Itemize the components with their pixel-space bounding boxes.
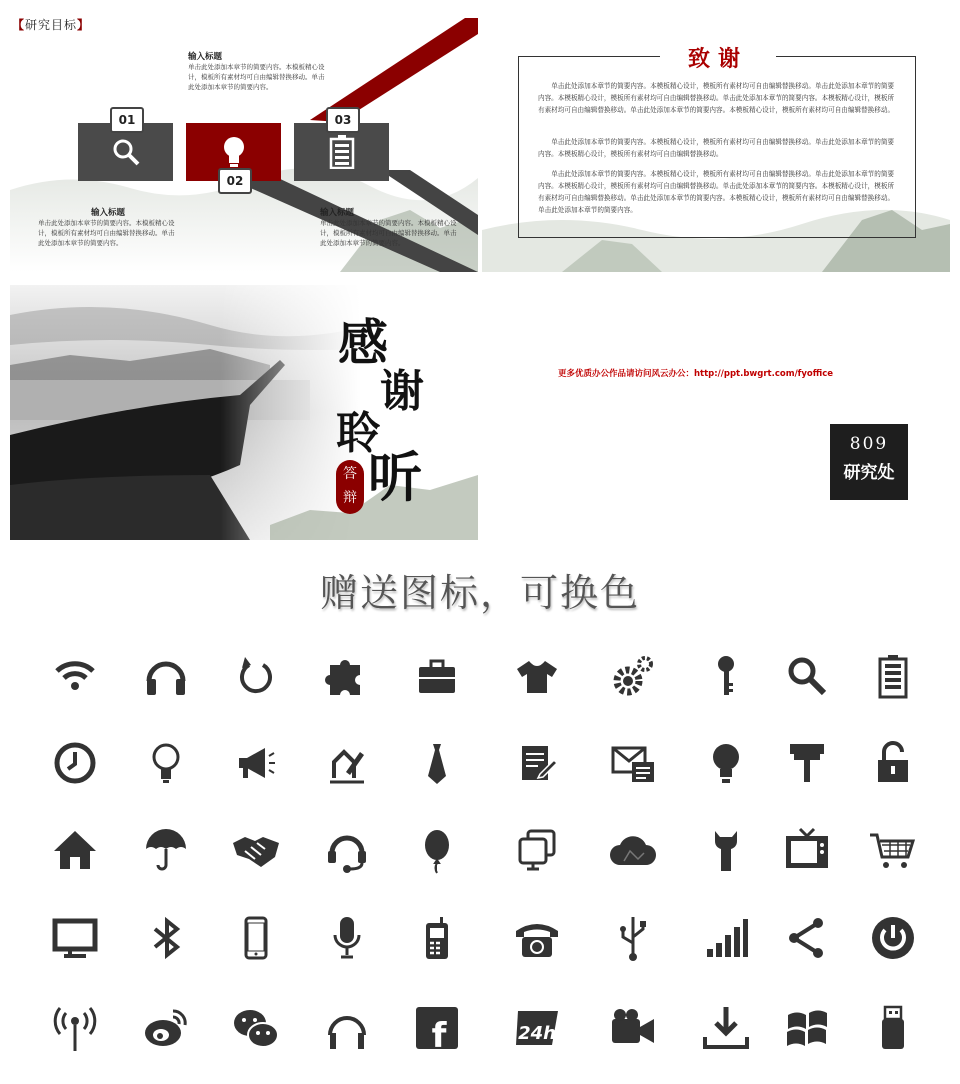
video-camera-icon bbox=[605, 1000, 661, 1056]
left-text-block bbox=[38, 206, 178, 248]
antenna-icon bbox=[47, 1000, 103, 1056]
svg-text:24h: 24h bbox=[518, 1023, 556, 1044]
calligraphy-xie: 谢 bbox=[380, 366, 424, 417]
paint-roller-icon bbox=[779, 735, 835, 791]
share-icon bbox=[779, 910, 835, 966]
home-icon bbox=[47, 822, 103, 878]
paragraph-2: 单击此处添加本章节的简要内容。本模板精心设计，模板所有素材均可自由编辑替换移动。单击此处添加本章节的简要内容。本模板精心设计，模板所有素材均可自由编辑替换移动。 bbox=[538, 138, 895, 158]
24h-icon bbox=[509, 1000, 565, 1056]
acknowledgement-title: 致谢 bbox=[660, 42, 776, 73]
paragraph-3: 单击此处添加本章节的简要内容。本模板精心设计，模板所有素材均可自由编辑替换移动。单击此处添加本章节的简要内容。本模板精心设计，模板所有素材均可自由编辑替换移动。单击此处添加本章节的简要内容。本模板精心设计，模板所有素材均可自由编辑替换移动。单击此处添加本章节的简要内容。本模板精心设计，模板所有素材均可自由编辑替换移动。单击此处添加本章节的简要内容。 bbox=[538, 170, 895, 214]
slide-thank-you[interactable] bbox=[10, 285, 478, 540]
power-icon bbox=[865, 910, 921, 966]
microphone-icon bbox=[319, 910, 375, 966]
office-link[interactable]: 更多优质办公作品请访问风云办公：http://ppt.bwgrt.com/fyoffice bbox=[558, 369, 834, 379]
search-icon bbox=[779, 648, 835, 704]
download-icon bbox=[698, 1000, 754, 1056]
step-number-2: 02 bbox=[218, 168, 252, 194]
bluetooth-icon bbox=[138, 910, 194, 966]
notepad-icon bbox=[509, 735, 565, 791]
gift-icons-heading: 赠送图标，可换色 bbox=[319, 571, 640, 615]
usb-icon bbox=[605, 910, 661, 966]
lightbulb-icon bbox=[219, 135, 249, 169]
headset-icon bbox=[319, 822, 375, 878]
tv-icon bbox=[779, 822, 835, 878]
gears-icon bbox=[605, 648, 661, 704]
step-number-1: 01 bbox=[110, 107, 144, 133]
left-title: 输入标题 bbox=[90, 208, 125, 218]
calligraphy-ling: 聆 bbox=[336, 408, 380, 459]
wifi-icon bbox=[47, 648, 103, 704]
telephone-icon bbox=[509, 910, 565, 966]
monitor-icon bbox=[47, 910, 103, 966]
slide-research-goals[interactable] bbox=[10, 10, 478, 272]
windows-logo-icon bbox=[779, 1000, 835, 1056]
unlock-icon bbox=[865, 735, 921, 791]
mail-icon bbox=[605, 735, 661, 791]
seal-char-2: 辩 bbox=[343, 490, 357, 506]
809-logo bbox=[830, 424, 908, 500]
refresh-icon bbox=[228, 648, 284, 704]
battery-icon bbox=[865, 648, 921, 704]
right-text-block bbox=[320, 206, 460, 248]
wrench-icon bbox=[698, 822, 754, 878]
battery-icon bbox=[329, 135, 355, 169]
lightbulb-outline-icon bbox=[138, 735, 194, 791]
lightbulb-icon bbox=[698, 735, 754, 791]
facebook-icon bbox=[409, 1000, 465, 1056]
seal-char-1: 答 bbox=[343, 466, 357, 482]
puzzle-icon bbox=[319, 648, 375, 704]
tie-icon bbox=[409, 735, 465, 791]
logo-text: 研究处 bbox=[843, 463, 895, 483]
cart-icon bbox=[865, 822, 921, 878]
umbrella-icon bbox=[138, 822, 194, 878]
search-icon bbox=[111, 137, 141, 167]
section-tag: 【研究目标】 bbox=[12, 18, 91, 32]
calligraphy-gan: 感 bbox=[338, 313, 388, 372]
key-icon bbox=[698, 648, 754, 704]
svg-text:f: f bbox=[431, 1016, 447, 1053]
right-text: 单击此处添加本章节的简要内容。本模板精心设计，模板所有素材均可自由编辑替换移动。单击此处添加本章节的简要内容。 bbox=[320, 219, 457, 247]
right-title: 输入标题 bbox=[320, 208, 355, 218]
tshirt-icon bbox=[509, 648, 565, 704]
signal-bars-icon bbox=[698, 910, 754, 966]
headphones-icon bbox=[138, 648, 194, 704]
weibo-icon bbox=[138, 1000, 194, 1056]
briefcase-icon bbox=[409, 648, 465, 704]
smartphone-icon bbox=[228, 910, 284, 966]
top-text-block bbox=[188, 50, 328, 92]
handshake-icon bbox=[228, 822, 284, 878]
step-number-3: 03 bbox=[326, 107, 360, 133]
balloon-icon bbox=[409, 822, 465, 878]
top-text: 单击此处添加本章节的简要内容。本模板精心设计，模板所有素材均可自由编辑替换移动。单击此处添加本章节的简要内容。 bbox=[188, 63, 325, 91]
windows-copy-icon bbox=[509, 822, 565, 878]
headphones-outline-icon bbox=[319, 1000, 375, 1056]
mobile-phone-icon bbox=[409, 910, 465, 966]
calligraphy-ting: 听 bbox=[368, 445, 422, 509]
cloud-icon bbox=[605, 822, 661, 878]
left-text: 单击此处添加本章节的简要内容。本模板精心设计，模板所有素材均可自由编辑替换移动。单击此处添加本章节的简要内容。 bbox=[38, 219, 175, 247]
top-title: 输入标题 bbox=[188, 52, 223, 62]
logo-number: 809 bbox=[849, 434, 889, 454]
megaphone-icon bbox=[228, 735, 284, 791]
slide-info[interactable] bbox=[482, 285, 950, 540]
pen-house-icon bbox=[319, 735, 375, 791]
usb-drive-icon bbox=[865, 1000, 921, 1056]
wechat-icon bbox=[228, 1000, 284, 1056]
clock-icon bbox=[47, 735, 103, 791]
defense-seal bbox=[336, 460, 364, 514]
slide-acknowledgements[interactable] bbox=[482, 10, 950, 272]
paragraph-1: 单击此处添加本章节的简要内容。本模板精心设计，模板所有素材均可自由编辑替换移动。单击此处添加本章节的简要内容。本模板精心设计，模板所有素材均可自由编辑替换移动。单击此处添加本章节的简要内容。本模板精心设计，模板所有素材均可自由编辑替换移动。单击此处添加本章节的简要内容。本模板精心设计，模板所有素材均可自由编辑替换移动。 bbox=[538, 82, 895, 114]
